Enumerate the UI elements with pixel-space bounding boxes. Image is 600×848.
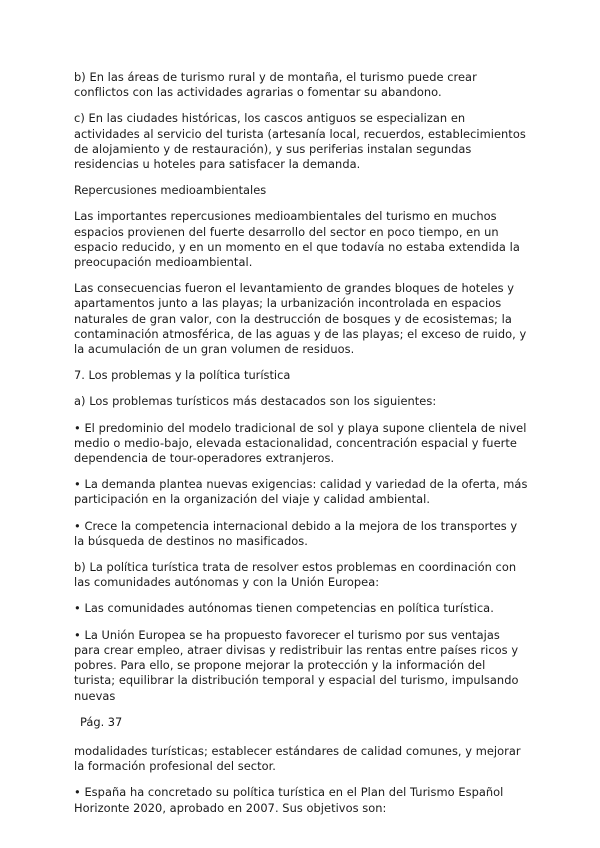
bullet-competition: • Crece la competencia internacional debido a la mejora de los transportes y la búsqueda de destinos no masificados. [74, 518, 518, 548]
page-number: Pág. 37 [80, 714, 123, 729]
bullet-european-union: • La Unión Europea se ha propuesto favorecer el turismo por sus ventajas para crear empleo, atraer divisas y redistribuir las rentas entre países ricos y pobres. Para ello, se propone mejorar la protección y la información del turista; equilibrar la distribución temporal y espacial del turismo, impulsando nuevas [74, 627, 519, 703]
section-heading-environment: Repercusiones medioambientales [74, 183, 267, 198]
paragraph-problems-intro: a) Los problemas turísticos más destacados son los siguientes: [74, 394, 437, 409]
paragraph-continuation: modalidades turísticas; establecer estándares de calidad comunes, y mejorar la formación profesional del sector. [74, 743, 521, 774]
bullet-sun-beach-model: • El predominio del modelo tradicional de sol y playa supone clientela de nivel medio o medio-bajo, elevada estacionalidad, concentración espacial y fuerte dependencia de tour-operadores extranjeros. [74, 420, 527, 466]
paragraph-env-repercussions: Las importantes repercusiones medioambientales del turismo en muchos espacios provienen del fuerte desarrollo del sector en poco tiempo, en un espacio reducido, y en un momento en el que todavía no estaba extendida la preocupación medioambiental. [74, 209, 520, 270]
paragraph-historic-cities: c) En las ciudades históricas, los cascos antiguos se especializan en actividades al servicio del turista (artesanía local, recuerdos, establecimientos de alojamiento y de restauración), y sus periferias instalan segundas residencias u hoteles para satisfacer la demanda. [74, 111, 526, 172]
bullet-spain-plan: • España ha concretado su política turística en el Plan del Turismo Español Horizonte 2020, aprobado en 2007. Sus objetivos son: [74, 785, 504, 815]
document-page [74, 70, 534, 827]
paragraph-policy-intro: b) La política turística trata de resolver estos problemas en coordinación con las comunidades autónomas y con la Unión Europea: [74, 560, 517, 590]
paragraph-rural-tourism: b) En las áreas de turismo rural y de montaña, el turismo puede crear conflictos con las actividades agrarias o fomentar su abandono. [74, 70, 477, 100]
bullet-new-demands: • La demanda plantea nuevas exigencias: calidad y variedad de la oferta, más participación en la organización del viaje y calidad ambiental. [74, 477, 528, 507]
section-heading-problems-policy: 7. Los problemas y la política turística [74, 368, 291, 383]
paragraph-env-consequences: Las consecuencias fueron el levantamiento de grandes bloques de hoteles y apartamentos junto a las playas; la urbanización incontrolada en espacios naturales de gran valor, con la destrucción de bosques y de ecosistemas; la contaminación atmosférica, de las aguas y de las playas; el exceso de ruido, y la acumulación de un gran volumen de residuos. [74, 281, 527, 357]
bullet-autonomous-communities: • Las comunidades autónomas tienen competencias en política turística. [74, 601, 494, 616]
